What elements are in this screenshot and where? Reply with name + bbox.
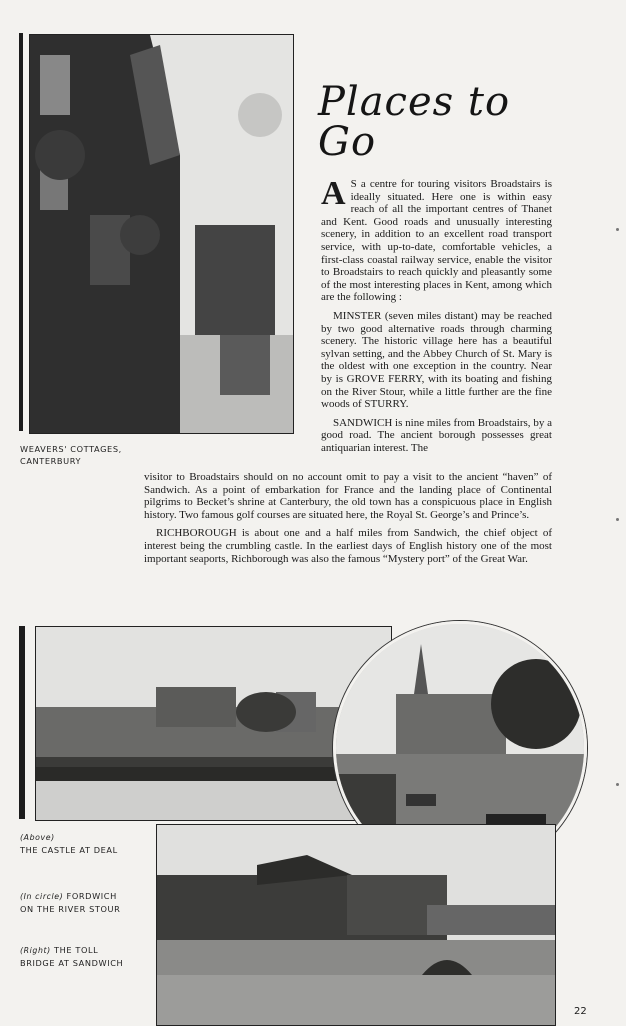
paragraph-sandwich-start: SANDWICH is nine miles from Broadstairs, by a good road. The ancient borough possesses great antiquarian interest. The <box>321 416 552 454</box>
paragraph-intro: A S a centre for touring visitors Broadstairs is ideally situated. Here one is within easy reach of all the important centres of Thanet and Kent. Good roads and unusually interesting scenery, in addition to an excellent road transport service, with up-to-date, comfortable vehicles, a first-class coastal railway service, enable the visitor to Broadstairs to reach quickly and pleasantly some of the most interesting places in Kent, among which are the following : <box>321 175 552 304</box>
photo-weavers-cottages <box>29 34 294 434</box>
margin-speck <box>616 518 619 521</box>
margin-speck <box>616 783 619 786</box>
caption-fordwich: (In circle) FORDWICH ON THE RIVER STOUR <box>20 891 121 914</box>
mid-left-rule <box>19 626 25 819</box>
article-column <box>321 175 552 454</box>
paragraph-richborough: RICHBOROUGH is about one and a half miles from Sandwich, the chief object of interest being the crumbling castle. In the earliest days of English history one of the most important seaports, Richborough was also the famous “Mystery port” of the Great War. <box>144 527 552 565</box>
page-number: 22 <box>574 1006 587 1017</box>
page-title: Places to Go <box>318 79 511 165</box>
caption-deal: (Above) THE CASTLE AT DEAL <box>20 833 118 855</box>
article-wide <box>144 471 552 571</box>
caption-sandwich: (Right) THE TOLL BRIDGE AT SANDWICH <box>20 945 124 968</box>
paragraph-sandwich-cont: visitor to Broadstairs should on no account omit to pay a visit to the ancient “haven” of Sandwich. As a point of embarkation for France and the landing place of Continental pilgrims to Becket’s shrine at Canterbury, the old town has a conspicuous place in English history. Two famous golf courses are situated here, the Royal St. George’s and Prince’s. <box>144 471 552 521</box>
margin-speck <box>616 228 619 231</box>
caption-weavers: WEAVERS' COTTAGES, CANTERBURY <box>20 444 122 466</box>
top-left-rule <box>19 33 23 431</box>
dropcap: A <box>321 175 346 212</box>
paragraph-minster: MINSTER (seven miles distant) may be reached by two good alternative roads through charming scenery. The historic village here has a beautiful sylvan setting, and the Abbey Church of St. Mary is the oldest with one exception in the country. Near by is GROVE FERRY, with its boating and fishing on the River Stour, while a little further are the fine woods of STURRY. <box>321 309 552 411</box>
photo-toll-bridge <box>156 824 556 1026</box>
